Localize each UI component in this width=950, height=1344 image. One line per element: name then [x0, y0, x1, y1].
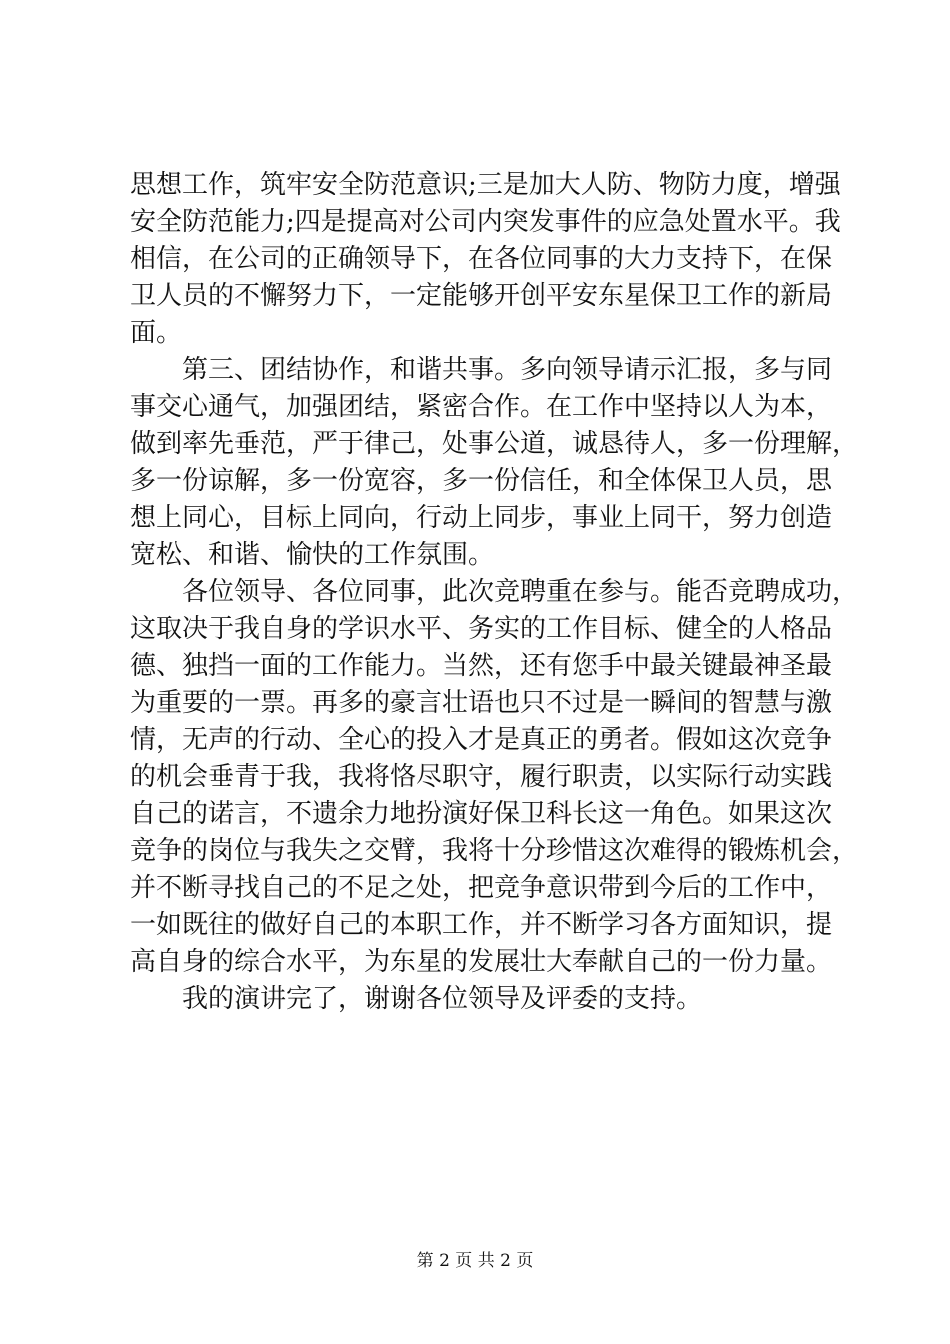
text-line: 卫人员的不懈努力下，一定能够开创平安东星保卫工作的新局 — [130, 281, 833, 311]
text-line: 安全防范能力;四是提高对公司内突发事件的应急处置水平。我 — [130, 207, 841, 237]
text-line: 高自身的综合水平，为东星的发展壮大奉献自己的一份力量。 — [130, 947, 833, 977]
text-line: 相信，在公司的正确领导下，在各位同事的大力支持下，在保 — [130, 244, 833, 274]
document-body — [130, 167, 859, 1018]
text-line: 想上同心，目标上同向，行动上同步，事业上同干，努力创造 — [130, 503, 833, 533]
text-line: 并不断寻找自己的不足之处，把竞争意识带到今后的工作中， — [130, 873, 833, 903]
text-line: 竞争的岗位与我失之交臂，我将十分珍惜这次难得的锻炼机会， — [130, 836, 859, 866]
text-line: 面。 — [130, 318, 183, 348]
text-line: 自己的诺言，不遗余力地扮演好保卫科长这一角色。如果这次 — [130, 799, 833, 829]
page-footer: 第 2 页 共 2 页 — [416, 1251, 534, 1271]
text-line: 这取决于我自身的学识水平、务实的工作目标、健全的人格品 — [130, 614, 833, 644]
text-line: 做到率先垂范，严于律己，处事公道，诚恳待人，多一份理解， — [130, 429, 859, 459]
text-line: 我的演讲完了，谢谢各位领导及评委的支持。 — [130, 984, 703, 1014]
text-line: 事交心通气，加强团结，紧密合作。在工作中坚持以人为本， — [130, 392, 833, 422]
text-line: 第三、团结协作，和谐共事。多向领导请示汇报，多与同 — [130, 355, 833, 385]
text-line: 的机会垂青于我，我将恪尽职守，履行职责，以实际行动实践 — [130, 762, 833, 792]
text-line: 情，无声的行动、全心的投入才是真正的勇者。假如这次竞争 — [130, 725, 833, 755]
text-line: 宽松、和谐、愉快的工作氛围。 — [130, 540, 495, 570]
text-line: 为重要的一票。再多的豪言壮语也只不过是一瞬间的智慧与激 — [130, 688, 833, 718]
text-line: 思想工作，筑牢安全防范意识;三是加大人防、物防力度，增强 — [130, 170, 841, 200]
text-line: 德、独挡一面的工作能力。当然，还有您手中最关键最神圣最 — [130, 651, 833, 681]
text-line: 多一份谅解，多一份宽容，多一份信任，和全体保卫人员，思 — [130, 466, 833, 496]
text-line: 各位领导、各位同事，此次竞聘重在参与。能否竞聘成功， — [130, 577, 859, 607]
text-line: 一如既往的做好自己的本职工作，并不断学习各方面知识，提 — [130, 910, 833, 940]
